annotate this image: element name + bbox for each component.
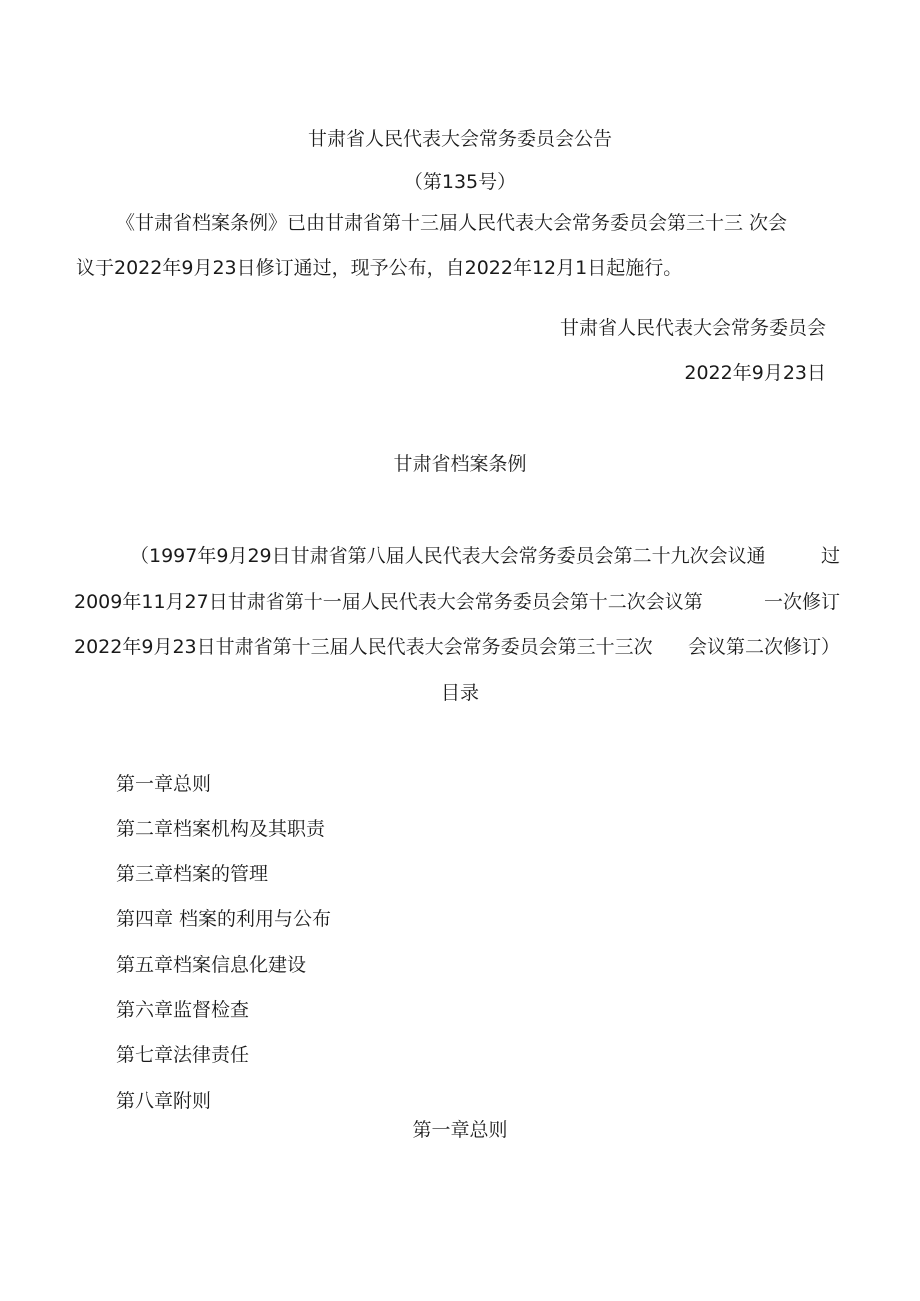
history-line-1	[74, 544, 840, 568]
announcement-number: （第135号）	[403, 171, 517, 193]
toc-item: 第二章档案机构及其职责	[116, 818, 326, 840]
announcement-issuer: 甘肃省人民代表大会常务委员会	[559, 317, 826, 339]
regulation-title: 甘肃省档案条例	[393, 453, 527, 475]
history-line-2	[74, 590, 840, 614]
history-line-2-tail: 一次修订	[763, 591, 840, 613]
history-line-3-text: 2022年9月23日甘肃省第十三届人民代表大会常务委员会第三十三次	[74, 636, 653, 658]
toc-item: 第六章监督检查	[116, 999, 250, 1021]
chapter-heading: 第一章总则	[412, 1119, 508, 1141]
toc-item: 第三章档案的管理	[116, 863, 269, 885]
history-line-3-tail: 会议第二次修订）	[687, 636, 840, 658]
history-line-3	[74, 635, 840, 659]
history-line-1-text: （1997年9月29日甘肃省第八届人民代表大会常务委员会第二十九次会议通	[130, 545, 766, 567]
announcement-title: 甘肃省人民代表大会常务委员会公告	[307, 128, 612, 150]
history-line-1-tail: 过	[820, 545, 840, 567]
toc-item: 第一章总则	[116, 773, 212, 795]
announcement-date: 2022年9月23日	[684, 362, 826, 384]
toc-item: 第八章附则	[116, 1090, 212, 1112]
toc-item: 第七章法律责任	[116, 1044, 250, 1066]
toc-item: 第四章 档案的利用与公布	[116, 908, 332, 930]
announcement-body-line-1: 《甘肃省档案条例》已由甘肃省第十三届人民代表大会常务委员会第三十三 次会	[116, 212, 788, 234]
history-line-2-text: 2009年11月27日甘肃省第十一届人民代表大会常务委员会第十二次会议第	[74, 591, 703, 613]
toc-title: 目录	[440, 682, 479, 704]
toc-item: 第五章档案信息化建设	[116, 954, 307, 976]
announcement-body-line-2: 议于2022年9月23日修订通过，现予公布，自2022年12月1日起施行。	[76, 257, 683, 279]
